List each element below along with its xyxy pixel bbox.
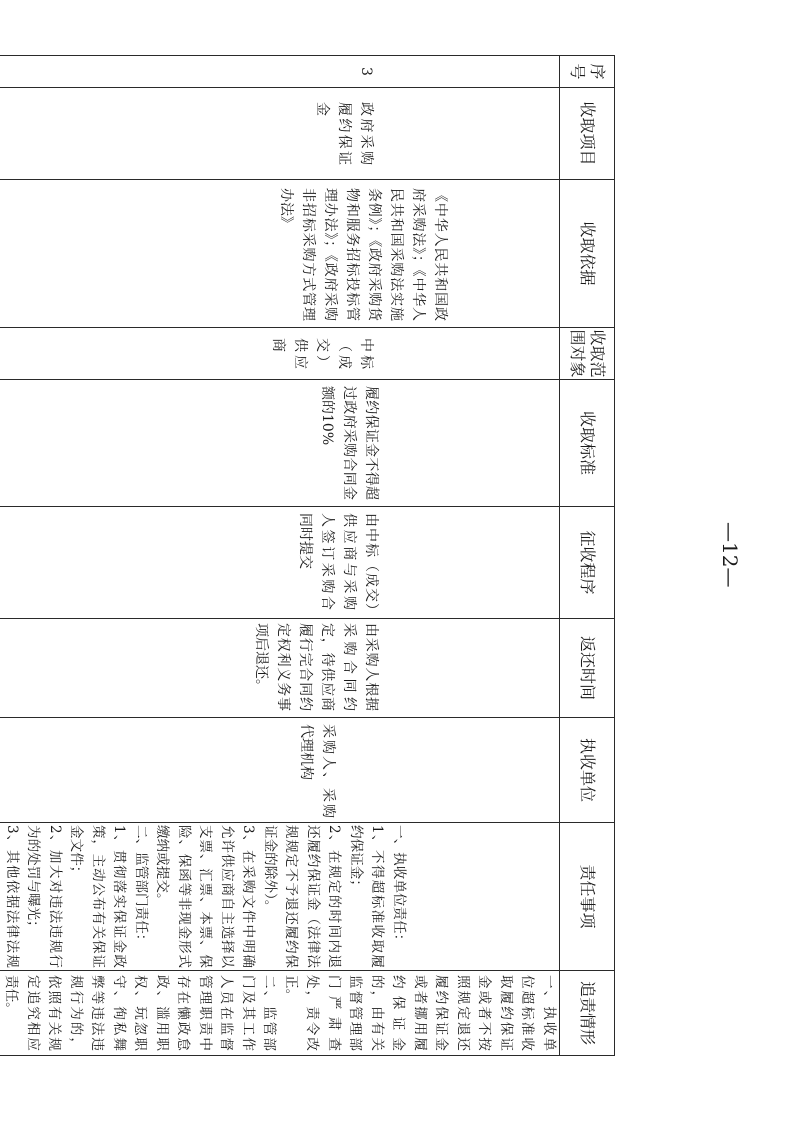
header-unit: 执收单位 bbox=[560, 718, 615, 823]
responsibility-line: 2、加大对违法违规行为的处罚与曝光； bbox=[25, 825, 63, 968]
cell-responsibility bbox=[0, 823, 560, 971]
page-number: —12— bbox=[718, 522, 742, 588]
table-row bbox=[0, 56, 560, 1056]
responsibility-line: 3、在采购文件中明确允许供应商自主选择以支票、汇票、本票、保险、保函等非现金形式缴纳或提交。 bbox=[154, 825, 257, 968]
header-procedure: 征收程序 bbox=[560, 507, 615, 619]
header-row bbox=[560, 56, 615, 1056]
accountability-line: 二、监管部门及其工作人员在监督管理职责中存在懒政怠政、滥用职权、玩忽职守、徇私舞弊等违法违规行为的，依照有关规定追究相应责任。 bbox=[3, 975, 278, 1051]
responsibility-line: 2、在规定的时间内退还履约保证金（法律法规规定不予退还履约保证金的除外）。 bbox=[262, 825, 343, 968]
header-item: 收取项目 bbox=[560, 88, 615, 180]
cell-procedure: 由中标（成交）供应商与采购人签订采购合同时提交 bbox=[0, 507, 560, 619]
fee-table bbox=[0, 55, 615, 1056]
header-basis: 收取依据 bbox=[560, 180, 615, 328]
header-seq: 序号 bbox=[560, 56, 615, 88]
header-responsibility: 责任事项 bbox=[560, 823, 615, 971]
cell-unit: 采购人、采购代理机构 bbox=[0, 718, 560, 823]
header-standard: 收取标准 bbox=[560, 380, 615, 507]
cell-item: 政府采购履约保证金 bbox=[0, 88, 560, 180]
responsibility-line: 3、其他依据法律法规 bbox=[4, 825, 20, 968]
cell-seq: 3 bbox=[0, 56, 560, 88]
header-accountability: 追责情形 bbox=[560, 971, 615, 1056]
header-return-time: 返还时间 bbox=[560, 619, 615, 718]
responsibility-line: 1、不得超标准收取履约保证金； bbox=[348, 825, 386, 968]
cell-return-time: 由采购人根据采购合同约定，待供应商履行完合同约定权利义务事项后退还。 bbox=[0, 619, 560, 718]
cell-scope: 中标（成交）供应商 bbox=[0, 328, 560, 380]
rotated-page bbox=[3, 55, 615, 1055]
responsibility-line: 二、监管部门责任： bbox=[133, 825, 149, 948]
accountability-line: 一、执收单位超标准收取履约保证金或者不按照规定退还履约保证金或者挪用履约保证金的，由有关监督管理部门严肃查处，责令改正。 bbox=[283, 975, 557, 1051]
cell-standard: 履约保证金不得超过政府采购合同金额的10% bbox=[0, 380, 560, 507]
cell-accountability bbox=[0, 971, 560, 1056]
responsibility-line: 一、执收单位责任： bbox=[391, 825, 407, 948]
responsibility-line: 1、贯彻落实保证金政策，主动公布有关保证金文件； bbox=[68, 825, 128, 968]
header-scope: 收取范围对象 bbox=[560, 328, 615, 380]
cell-basis: 《中华人民共和国政府采购法》；《中华人民共和国采购法实施条例》；《政府采购货物和服务招标投标管理办法》；《政府采购非招标采购方式管理办法》 bbox=[0, 180, 560, 328]
